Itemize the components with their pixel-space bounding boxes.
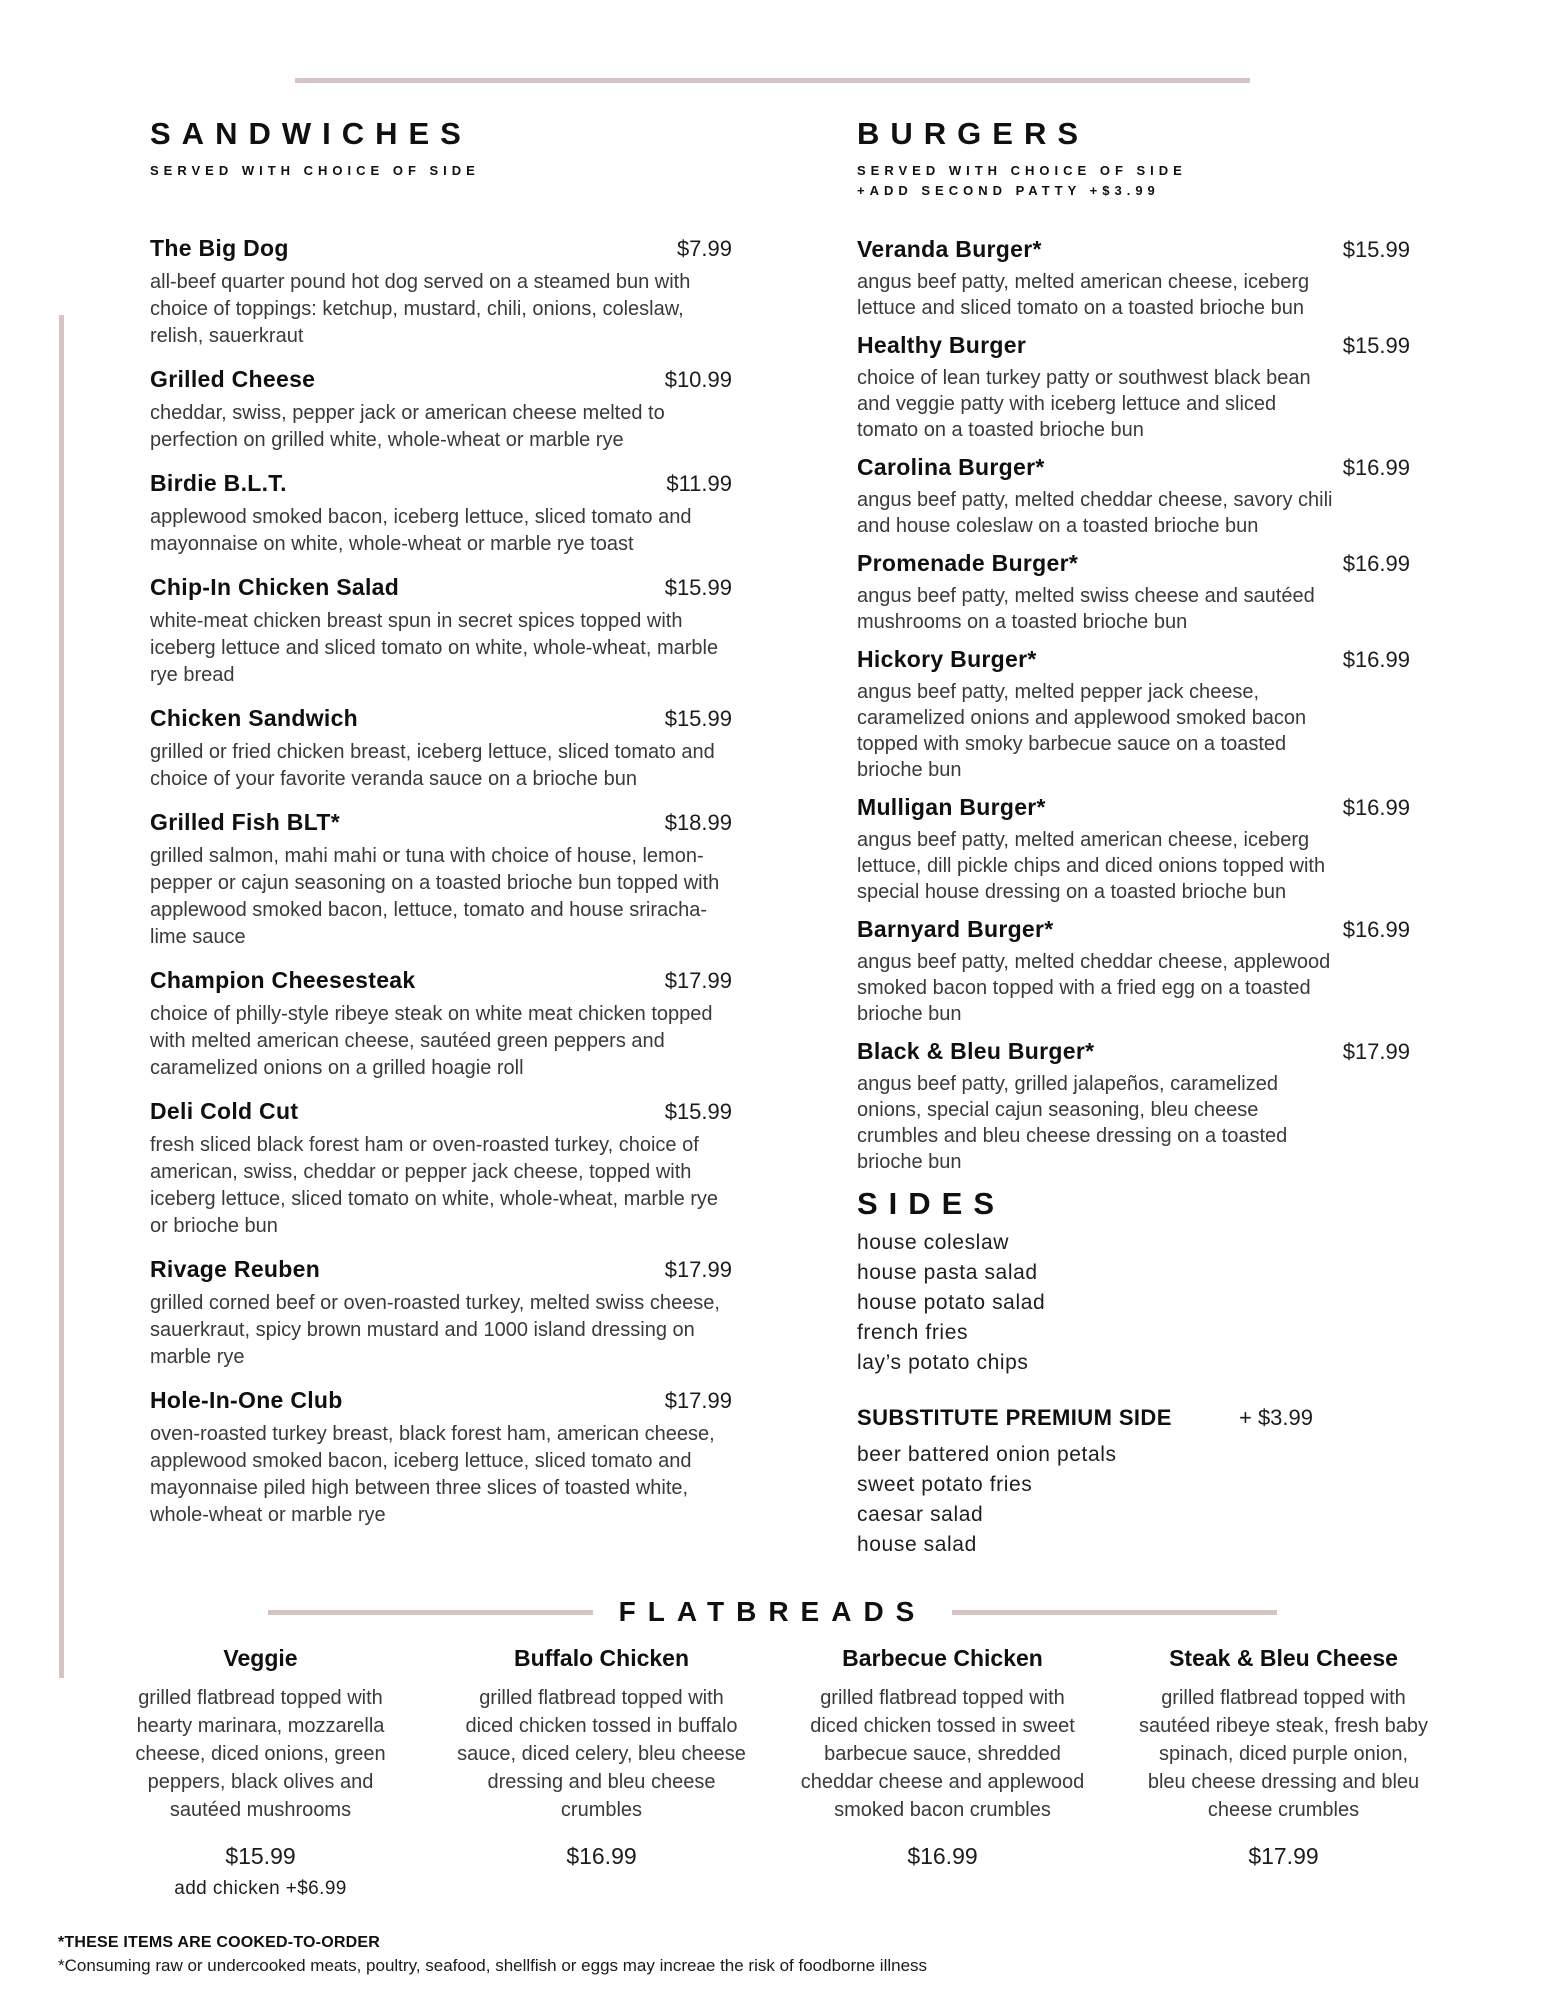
- item-price: $15.99: [664, 1099, 732, 1124]
- burgers-subtitle-line1: SERVED WITH CHOICE OF SIDE: [857, 163, 1187, 178]
- premium-side-item: beer battered onion petals: [857, 1443, 1117, 1466]
- item-description: fresh sliced black forest ham or oven-roasted turkey, choice of american, swiss, cheddar or pepper jack cheese, topped with iceberg lettuce, sliced tomato on white, whole-wheat, marble rye or brioche bun: [150, 1134, 719, 1237]
- flatbread-item: [1113, 1642, 1454, 1900]
- item-price: $11.99: [666, 471, 732, 496]
- flatbread-description: grilled flatbread topped with hearty marinara, mozzarella cheese, diced onions, green peppers, black olives and sautéed mushrooms: [135, 1687, 386, 1821]
- flatbread-name: Buffalo Chicken: [513, 1645, 690, 1671]
- item-description: angus beef patty, melted american cheese, iceberg lettuce, dill pickle chips and diced onions topped with special house dressing on a toasted brioche bun: [857, 829, 1326, 903]
- premium-sides-price: + $3.99: [1238, 1405, 1313, 1430]
- menu-item: [150, 466, 732, 558]
- footer: [58, 1934, 927, 1976]
- item-price: $15.99: [1342, 333, 1410, 358]
- item-description: grilled salmon, mahi mahi or tuna with choice of house, lemon-pepper or cajun seasoning on a toasted brioche bun topped with applewood smoked bacon, lettuce, tomato and house sriracha-lime sauce: [150, 845, 720, 948]
- menu-item: [150, 570, 732, 689]
- footer-cooked-to-order: *THESE ITEMS ARE COOKED-TO-ORDER: [58, 1934, 380, 1951]
- item-name: Healthy Burger: [857, 332, 1027, 358]
- item-name: Hickory Burger*: [857, 646, 1037, 672]
- premium-side-item: sweet potato fries: [857, 1473, 1033, 1496]
- item-name: Hole-In-One Club: [150, 1387, 343, 1413]
- menu-item: [857, 233, 1410, 321]
- top-divider-line: [295, 78, 1250, 83]
- premium-side-item: caesar salad: [857, 1503, 984, 1526]
- sides-section: [857, 1186, 1045, 1378]
- burgers-list: [857, 233, 1410, 1175]
- menu-item: [857, 791, 1410, 905]
- menu-item: [150, 701, 732, 793]
- flatbread-item: [90, 1642, 431, 1900]
- menu-item: [150, 1252, 732, 1371]
- footer-disclaimer: *Consuming raw or undercooked meats, poultry, seafood, shellfish or eggs may increae the risk of foodborne illness: [58, 1956, 928, 1975]
- item-name: Champion Cheesesteak: [150, 967, 416, 993]
- premium-sides-section: [857, 1405, 1313, 1560]
- item-name: Carolina Burger*: [857, 454, 1045, 480]
- item-price: $17.99: [664, 968, 732, 993]
- item-price: $17.99: [1342, 1039, 1410, 1064]
- flatbread-price: $16.99: [566, 1843, 637, 1869]
- flatbread-item: [772, 1642, 1113, 1900]
- flatbread-price: $16.99: [907, 1843, 978, 1869]
- flatbread-description: grilled flatbread topped with diced chicken tossed in buffalo sauce, diced celery, bleu cheese dressing and bleu cheese crumbles: [457, 1687, 746, 1821]
- item-price: $16.99: [1342, 551, 1410, 576]
- sandwiches-section: [150, 116, 732, 1541]
- item-description: angus beef patty, grilled jalapeños, caramelized onions, special cajun seasoning, bleu cheese crumbles and bleu cheese dressing on a toasted brioche bun: [857, 1073, 1288, 1173]
- burgers-subtitle: [857, 161, 1410, 201]
- item-name: Mulligan Burger*: [857, 794, 1046, 820]
- menu-item: [857, 643, 1410, 783]
- side-item: french fries: [857, 1321, 969, 1344]
- menu-item: [857, 1035, 1410, 1175]
- item-description: cheddar, swiss, pepper jack or american cheese melted to perfection on grilled white, whole-wheat or marble rye: [150, 402, 665, 451]
- item-name: Black & Bleu Burger*: [857, 1038, 1095, 1064]
- menu-item: [857, 913, 1410, 1027]
- item-description: grilled corned beef or oven-roasted turkey, melted swiss cheese, sauerkraut, spicy brown mustard and 1000 island dressing on marble rye: [150, 1292, 720, 1368]
- menu-item: [150, 1383, 732, 1529]
- item-description: angus beef patty, melted pepper jack cheese, caramelized onions and applewood smoked bacon topped with smoky barbecue sauce on a toasted brioche bun: [857, 681, 1307, 781]
- flatbreads-right-rule: [952, 1610, 1277, 1615]
- item-name: Deli Cold Cut: [150, 1098, 299, 1124]
- menu-item: [857, 329, 1410, 443]
- flatbread-price: $15.99: [225, 1843, 296, 1869]
- item-description: angus beef patty, melted cheddar cheese, savory chili and house coleslaw on a toasted brioche bun: [857, 489, 1333, 537]
- item-price: $17.99: [664, 1388, 732, 1413]
- item-description: angus beef patty, melted cheddar cheese, applewood smoked bacon topped with a fried egg on a toasted brioche bun: [857, 951, 1331, 1025]
- item-description: applewood smoked bacon, iceberg lettuce, sliced tomato and mayonnaise on white, whole-wheat or marble rye toast: [150, 506, 692, 555]
- menu-item: [150, 805, 732, 951]
- sides-list: [857, 1228, 1045, 1378]
- item-price: $18.99: [664, 810, 732, 835]
- flatbreads-title: FLATBREADS: [618, 1596, 927, 1627]
- flatbreads-header: [0, 1596, 1545, 1628]
- flatbread-name: Steak & Bleu Cheese: [1169, 1645, 1398, 1671]
- item-price: $7.99: [676, 236, 732, 261]
- item-price: $15.99: [1342, 237, 1410, 262]
- item-price: $10.99: [664, 367, 732, 392]
- sides-title: SIDES: [857, 1186, 1006, 1221]
- side-item: house pasta salad: [857, 1261, 1038, 1284]
- item-description: choice of philly-style ribeye steak on white meat chicken topped with melted american cheese, sautéed green peppers and caramelized onions on a grilled hoagie roll: [150, 1003, 713, 1079]
- item-description: all-beef quarter pound hot dog served on a steamed bun with choice of toppings: ketchup, mustard, chili, onions, coleslaw, relish, sauerkraut: [150, 271, 691, 347]
- item-price: $16.99: [1342, 795, 1410, 820]
- item-price: $15.99: [664, 706, 732, 731]
- item-description: white-meat chicken breast spun in secret spices topped with iceberg lettuce and sliced tomato on white, whole-wheat, marble rye bread: [150, 610, 719, 686]
- flatbreads-grid: [90, 1642, 1456, 1900]
- flatbread-price: $17.99: [1248, 1843, 1319, 1869]
- item-name: Chip-In Chicken Salad: [150, 574, 400, 600]
- menu-item: [150, 362, 732, 454]
- burgers-title: BURGERS: [857, 116, 1090, 151]
- burgers-section: [857, 116, 1410, 1183]
- item-name: Birdie B.L.T.: [150, 470, 287, 496]
- flatbreads-left-rule: [268, 1610, 593, 1615]
- menu-item: [857, 451, 1410, 539]
- side-item: house potato salad: [857, 1291, 1046, 1314]
- premium-side-item: house salad: [857, 1533, 977, 1556]
- premium-sides-list: [857, 1440, 1313, 1560]
- flatbread-description: grilled flatbread topped with diced chicken tossed in sweet barbecue sauce, shredded cheddar cheese and applewood smoked bacon crumbles: [800, 1687, 1085, 1821]
- item-description: angus beef patty, melted swiss cheese and sautéed mushrooms on a toasted brioche bun: [857, 585, 1315, 633]
- item-name: The Big Dog: [150, 235, 289, 261]
- side-item: house coleslaw: [857, 1231, 1009, 1254]
- menu-item: [150, 1094, 732, 1240]
- item-name: Grilled Fish BLT*: [150, 809, 340, 835]
- sandwiches-title: SANDWICHES: [150, 116, 472, 151]
- item-description: angus beef patty, melted american cheese, iceberg lettuce and sliced tomato on a toasted brioche bun: [857, 271, 1310, 319]
- side-item: lay’s potato chips: [857, 1351, 1029, 1374]
- item-price: $17.99: [664, 1257, 732, 1282]
- item-name: Chicken Sandwich: [150, 705, 359, 731]
- flatbread-item: [431, 1642, 772, 1900]
- premium-sides-title: SUBSTITUTE PREMIUM SIDE: [857, 1405, 1172, 1430]
- item-name: Grilled Cheese: [150, 366, 316, 392]
- sandwiches-subtitle: SERVED WITH CHOICE OF SIDE: [150, 163, 480, 178]
- item-description: choice of lean turkey patty or southwest black bean and veggie patty with iceberg lettuce and sliced tomato on a toasted brioche bun: [857, 367, 1311, 441]
- item-name: Rivage Reuben: [150, 1256, 321, 1282]
- item-description: grilled or fried chicken breast, iceberg lettuce, sliced tomato and choice of your favorite veranda sauce on a brioche bun: [150, 741, 715, 790]
- burgers-subtitle-line2: +ADD SECOND PATTY +$3.99: [857, 183, 1160, 198]
- item-name: Veranda Burger*: [857, 236, 1042, 262]
- item-price: $15.99: [664, 575, 732, 600]
- item-name: Promenade Burger*: [857, 550, 1079, 576]
- flatbread-name: Veggie: [223, 1645, 298, 1671]
- item-name: Barnyard Burger*: [857, 916, 1054, 942]
- item-price: $16.99: [1342, 455, 1410, 480]
- item-price: $16.99: [1342, 917, 1410, 942]
- flatbread-description: grilled flatbread topped with sautéed ribeye steak, fresh baby spinach, diced purple onion, bleu cheese dressing and bleu cheese crumbles: [1138, 1687, 1429, 1821]
- left-divider-line: [59, 315, 64, 1678]
- flatbread-note: add chicken +$6.99: [174, 1878, 347, 1899]
- flatbread-name: Barbecue Chicken: [842, 1645, 1043, 1671]
- menu-item: [150, 963, 732, 1082]
- sandwiches-list: [150, 231, 732, 1529]
- menu-item: [150, 231, 732, 350]
- item-price: $16.99: [1342, 647, 1410, 672]
- menu-item: [857, 547, 1410, 635]
- item-description: oven-roasted turkey breast, black forest ham, american cheese, applewood smoked bacon, iceberg lettuce, sliced tomato and mayonnaise piled high between three slices of toasted white, whole-wheat or marble rye: [150, 1423, 715, 1526]
